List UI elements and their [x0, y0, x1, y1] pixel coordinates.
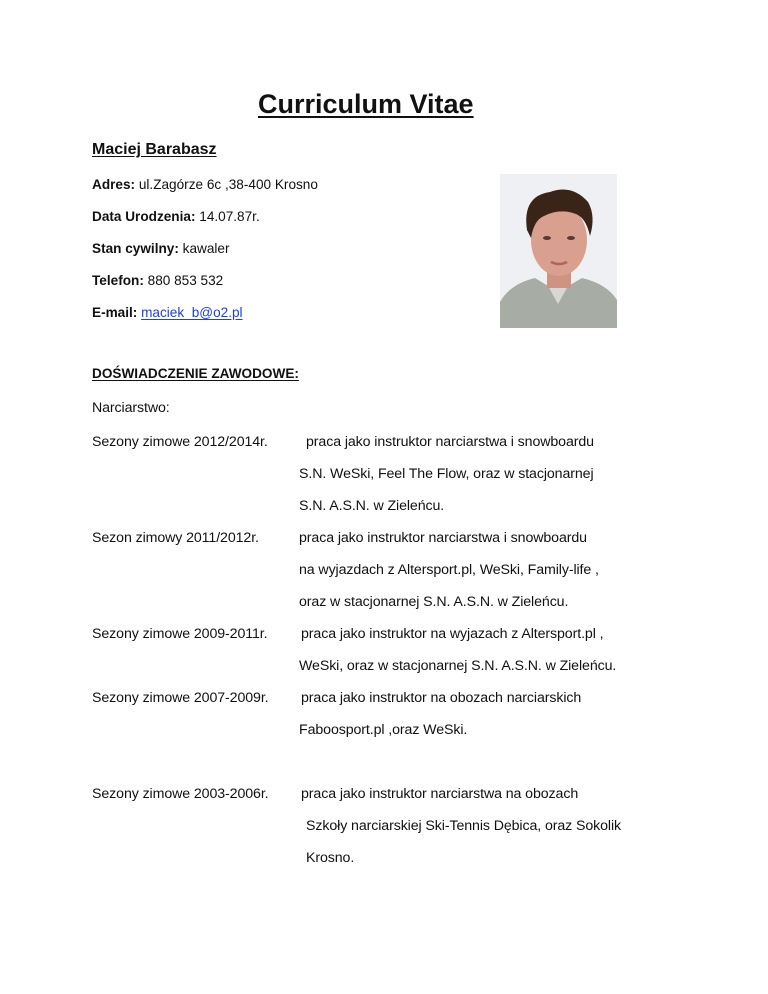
entry-line: S.N. A.S.N. w Zieleńcu.	[299, 498, 445, 514]
field-email	[92, 306, 243, 320]
field-label: E-mail:	[92, 305, 138, 320]
entry-period: Sezony zimowe 2007-2009r.	[92, 690, 269, 706]
entry-line: praca jako instruktor narciarstwa na obozach	[301, 786, 579, 802]
entry-line: WeSki, oraz w stacjonarnej S.N. A.S.N. w Zieleńcu.	[299, 658, 617, 674]
field-value: 880 853 532	[143, 273, 224, 288]
experience-heading: DOŚWIADCZENIE ZAWODOWE:	[92, 366, 299, 381]
entry-line: Szkoły narciarskiej Ski-Tennis Dębica, oraz Sokolik	[306, 818, 622, 834]
entry-line: oraz w stacjonarnej S.N. A.S.N. w Zieleńcu.	[299, 594, 569, 610]
field-label: Data Urodzenia:	[92, 209, 196, 224]
entry-line: Krosno.	[306, 850, 355, 866]
entry-period: Sezony zimowe 2003-2006r.	[92, 786, 269, 802]
field-value: 14.07.87r.	[195, 209, 260, 224]
field-value: ul.Zagórze 6c ,38-400 Krosno	[135, 177, 318, 192]
experience-subheading: Narciarstwo:	[92, 400, 170, 416]
entry-period: Sezony zimowe 2009-2011r.	[92, 626, 268, 642]
entry-period: Sezon zimowy 2011/2012r.	[92, 530, 259, 546]
field-birthdate	[92, 210, 260, 224]
profile-photo	[500, 174, 617, 328]
entry-line: praca jako instruktor narciarstwa i snowboardu	[306, 434, 594, 450]
field-label: Stan cywilny:	[92, 241, 179, 256]
field-value: kawaler	[178, 241, 230, 256]
field-label: Adres:	[92, 177, 136, 192]
email-link[interactable]: maciek_b@o2.pl	[141, 305, 243, 320]
field-phone	[92, 274, 223, 288]
field-address	[92, 178, 318, 192]
entry-line: praca jako instruktor na obozach narciarskich	[301, 690, 582, 706]
person-name: Maciej Barabasz	[92, 141, 217, 158]
field-marital-status	[92, 242, 230, 256]
entry-line: praca jako instruktor na wyjazach z Altersport.pl ,	[301, 626, 604, 642]
entry-line: praca jako instruktor narciarstwa i snowboardu	[299, 530, 587, 546]
document-title: Curriculum Vitae	[258, 89, 474, 119]
entry-line: Faboosport.pl ,oraz WeSki.	[299, 722, 468, 738]
entry-line: na wyjazdach z Altersport.pl, WeSki, Family-life ,	[299, 562, 599, 578]
entry-line: S.N. WeSki, Feel The Flow, oraz w stacjonarnej	[299, 466, 594, 482]
field-label: Telefon:	[92, 273, 144, 288]
entry-period: Sezony zimowe 2012/2014r.	[92, 434, 268, 450]
portrait-image	[500, 174, 617, 328]
